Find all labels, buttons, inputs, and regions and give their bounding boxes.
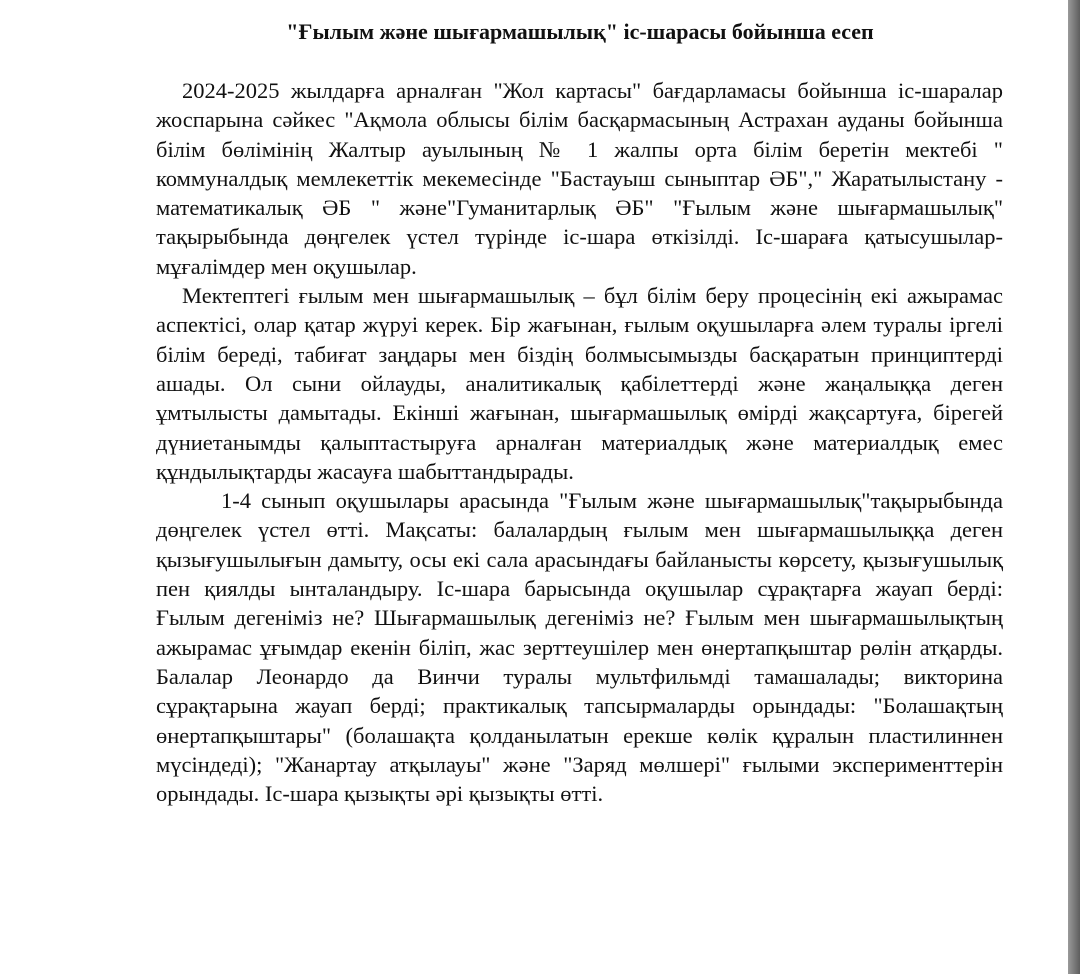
paragraph-intro: 2024-2025 жылдарға арналған "Жол картасы" бағдарламасы бойынша іс-шаралар жоспарына сәйкес "Ақмола облысы білім басқармасының Астрахан ауданы бойынша білім бөлімінің Жалтыр ауылының № 1 жалпы орта білім беретін мектебі " коммуналдық мемлекеттік мекемесінде "Бастауыш сыныптар ӘБ"," Жаратылыстану - математикалық ӘБ " және"Гуманитарлық ӘБ" "Ғылым және шығармашылық" тақырыбында дөңгелек үстел түрінде іс-шара өткізілді. Іс-шараға қатысушылар-мұғалімдер мен оқушылар.: [156, 78, 1003, 279]
page-edge-shadow: [1068, 0, 1080, 974]
document-body: [156, 76, 1003, 808]
paragraph-science-creativity: Мектептегі ғылым мен шығармашылық – бұл білім беру процесінің екі ажырамас аспектісі, олар қатар жүруі керек. Бір жағынан, ғылым оқушыларға әлем туралы іргелі білім береді, табиғат заңдары мен біздің болмысымызды басқаратын принциптерді ашады. Ол сыни ойлауды, аналитикалық қабілеттерді және жаңалыққа деген ұмтылысты дамытады. Екінші жағынан, шығармашылық өмірді жақсартуға, бірегей дүниетанымды қалыптастыруға арналған материалдық және материалдық емес құндылықтарды жасауға шабыттандырады.: [156, 283, 1003, 484]
paragraph-event-description: 1-4 сынып оқушылары арасында "Ғылым және шығармашылық"тақырыбында дөңгелек үстел өтті. Мақсаты: балалардың ғылым мен шығармашылыққа деген қызығушылығын дамыту, осы екі сала арасындағы байланысты көрсету, қызығушылық пен қиялды ынталандыру. Іс-шара барысында оқушылар сұрақтарға жауап берді: Ғылым дегеніміз не? Шығармашылық дегеніміз не? Ғылым мен шығармашылықтың ажырамас ұғымдар екенін біліп, жас зерттеушілер мен өнертапқыштар рөлін атқарды. Балалар Леонардо да Винчи туралы мультфильмді тамашалады; викторина сұрақтарына жауап берді; практикалық тапсырмаларды орындады: "Болашақтың өнертапқыштары" (болашақта қолданылатын ерекше көлік құралын пластилиннен мүсіндеді); "Жанартау атқылауы" және "Заряд мөлшері" ғылыми эксперименттерін орындады. Іс-шара қызықты әрі қызықты өтті.: [156, 488, 1003, 807]
document-title: "Ғылым және шығармашылық" іс-шарасы бойынша есеп: [286, 19, 874, 44]
